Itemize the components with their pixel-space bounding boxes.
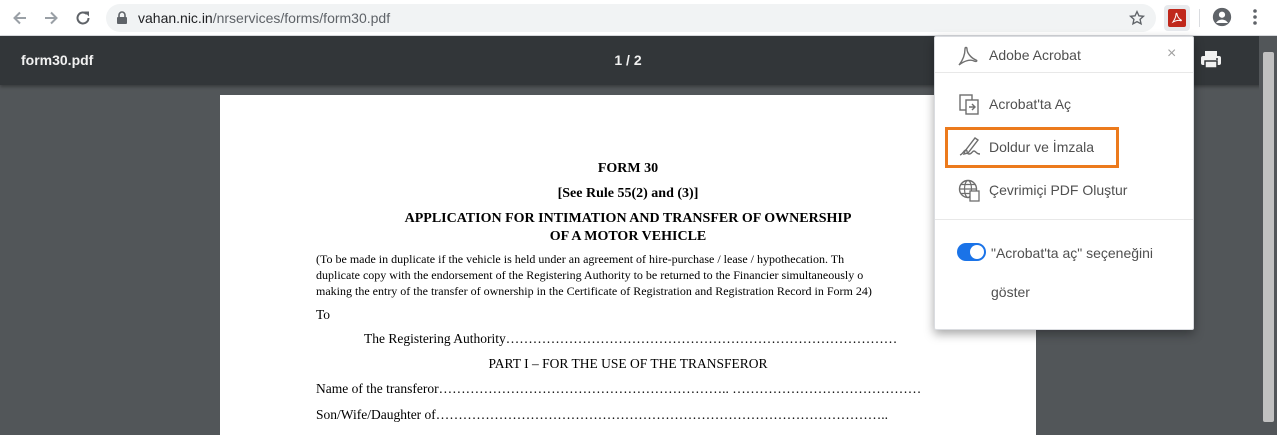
scrollbar-thumb[interactable] [1263, 52, 1274, 422]
print-icon[interactable] [1200, 50, 1222, 70]
show-open-in-acrobat-toggle[interactable] [957, 243, 986, 261]
forward-button[interactable] [39, 6, 63, 30]
reload-icon [74, 9, 92, 27]
create-pdf-online-icon [957, 178, 981, 202]
highlight-box [945, 127, 1119, 168]
heading-line-2: OF A MOTOR VEHICLE [549, 229, 707, 244]
acrobat-extension-button[interactable] [1164, 5, 1190, 31]
menu-item-open-in-acrobat[interactable] [935, 84, 1193, 124]
son-wife-daughter-line: Son/Wife/Daughter of……………………………………………………………………………………….. [316, 407, 889, 422]
popup-header [935, 37, 1193, 73]
pdf-page [220, 95, 1036, 435]
note-line-2: duplicate copy with the endorsement of the Registering Authority to be returned to the Financier simultaneously o [316, 268, 864, 282]
pdf-file-name: form30.pdf [21, 52, 94, 68]
toggle-label-line-2: göster [991, 284, 1030, 300]
acrobat-popup [934, 36, 1194, 330]
menu-item-label: Çevrimiçi PDF Oluştur [989, 182, 1128, 198]
popup-title: Adobe Acrobat [989, 47, 1081, 63]
lock-icon [116, 11, 128, 25]
menu-item-create-pdf-online[interactable] [935, 170, 1193, 210]
to-label: To [316, 307, 331, 322]
popup-divider [935, 219, 1193, 220]
toggle-label-line-1: "Acrobat'ta aç" seçeneğini [991, 245, 1154, 261]
rule-reference: [See Rule 55(2) and (3)] [557, 186, 699, 201]
toolbar-separator [1199, 9, 1200, 27]
arrow-left-icon [11, 9, 29, 27]
menu-item-label: Doldur ve İmzala [989, 139, 1095, 155]
form-title: FORM 30 [597, 161, 659, 176]
registering-authority-line: The Registering Authority…………………………………………………………………………… [364, 331, 898, 346]
reload-button[interactable] [71, 6, 95, 30]
url-text: vahan.nic.in/nrservices/forms/form30.pdf [138, 10, 391, 26]
browser-toolbar [0, 0, 1277, 36]
arrow-right-icon [42, 9, 60, 27]
heading-line-1: APPLICATION FOR INTIMATION AND TRANSFER OF OWNERSHIP [404, 211, 852, 226]
note-line-3: making the entry of the transfer of ownership in the Certificate of Registration and Registration Record in Form 24) [316, 284, 872, 298]
back-button[interactable] [8, 6, 32, 30]
transferor-name-line: Name of the transferor……………………………………………………….. …………………………………… [316, 381, 922, 396]
close-icon[interactable]: × [1167, 45, 1177, 62]
menu-item-label: Acrobat'ta Aç [989, 96, 1072, 112]
acrobat-icon [1168, 9, 1186, 27]
open-in-acrobat-icon [957, 92, 981, 116]
address-bar[interactable] [106, 4, 1156, 32]
note-line-1: (To be made in duplicate if the vehicle is held under an agreement of hire-purchase / lease / hypothecation. Th [316, 252, 845, 266]
acrobat-logo-icon [957, 45, 981, 67]
part-one-heading: PART I – FOR THE USE OF THE TRANSFEROR [488, 356, 768, 371]
profile-avatar-icon[interactable] [1211, 6, 1233, 28]
menu-kebab-icon[interactable] [1245, 6, 1265, 28]
page-indicator: 1 / 2 [614, 52, 642, 68]
bookmark-star-icon[interactable] [1128, 9, 1146, 27]
toggle-knob [970, 245, 984, 259]
